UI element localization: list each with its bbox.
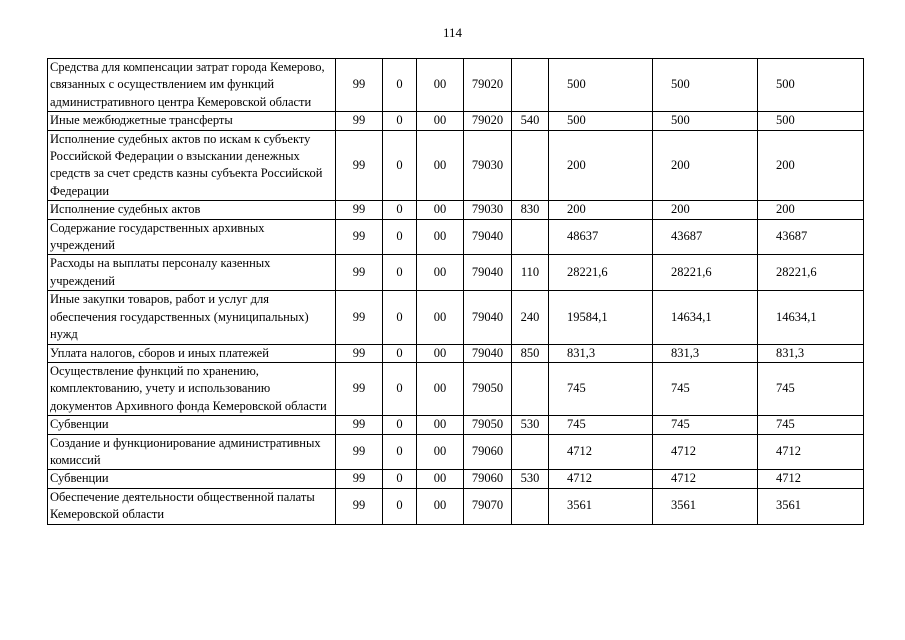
expense-name-cell: Иные закупки товаров, работ и услуг для обеспечения государственных (муниципальных) нужд bbox=[48, 291, 336, 344]
expense-type-cell bbox=[512, 130, 549, 201]
amount-year-1-cell: 4712 bbox=[549, 434, 653, 470]
direction-code-cell: 00 bbox=[417, 488, 464, 524]
amount-year-3-cell: 4712 bbox=[758, 470, 864, 488]
program-code-cell: 99 bbox=[336, 470, 383, 488]
amount-year-3-cell: 28221,6 bbox=[758, 255, 864, 291]
table-row bbox=[48, 362, 864, 415]
subprogram-code-cell: 0 bbox=[383, 130, 417, 201]
amount-year-3-cell: 831,3 bbox=[758, 344, 864, 362]
expense-name-cell: Содержание государственных архивных учреждений bbox=[48, 219, 336, 255]
amount-year-2-cell: 200 bbox=[653, 130, 758, 201]
expense-code-cell: 79040 bbox=[464, 344, 512, 362]
amount-year-2-cell: 500 bbox=[653, 112, 758, 130]
direction-code-cell: 00 bbox=[417, 255, 464, 291]
expense-type-cell bbox=[512, 488, 549, 524]
expense-code-cell: 79040 bbox=[464, 219, 512, 255]
direction-code-cell: 00 bbox=[417, 434, 464, 470]
expense-name-cell: Средства для компенсации затрат города Кемерово, связанных с осуществлением им функций административного центра Кемеровской области bbox=[48, 59, 336, 112]
program-code-cell: 99 bbox=[336, 255, 383, 291]
table-row bbox=[48, 59, 864, 112]
expense-code-cell: 79040 bbox=[464, 255, 512, 291]
table-row bbox=[48, 470, 864, 488]
amount-year-2-cell: 14634,1 bbox=[653, 291, 758, 344]
direction-code-cell: 00 bbox=[417, 59, 464, 112]
expense-type-cell: 530 bbox=[512, 470, 549, 488]
expense-type-cell: 530 bbox=[512, 416, 549, 434]
table-row bbox=[48, 344, 864, 362]
program-code-cell: 99 bbox=[336, 219, 383, 255]
direction-code-cell: 00 bbox=[417, 362, 464, 415]
direction-code-cell: 00 bbox=[417, 219, 464, 255]
program-code-cell: 99 bbox=[336, 130, 383, 201]
amount-year-2-cell: 4712 bbox=[653, 470, 758, 488]
amount-year-3-cell: 745 bbox=[758, 362, 864, 415]
program-code-cell: 99 bbox=[336, 362, 383, 415]
amount-year-1-cell: 831,3 bbox=[549, 344, 653, 362]
expense-type-cell bbox=[512, 219, 549, 255]
amount-year-1-cell: 3561 bbox=[549, 488, 653, 524]
program-code-cell: 99 bbox=[336, 344, 383, 362]
program-code-cell: 99 bbox=[336, 416, 383, 434]
subprogram-code-cell: 0 bbox=[383, 362, 417, 415]
expense-type-cell: 850 bbox=[512, 344, 549, 362]
direction-code-cell: 00 bbox=[417, 201, 464, 219]
subprogram-code-cell: 0 bbox=[383, 219, 417, 255]
table-row bbox=[48, 291, 864, 344]
expense-code-cell: 79030 bbox=[464, 201, 512, 219]
expense-type-cell bbox=[512, 434, 549, 470]
expense-code-cell: 79030 bbox=[464, 130, 512, 201]
amount-year-3-cell: 3561 bbox=[758, 488, 864, 524]
subprogram-code-cell: 0 bbox=[383, 488, 417, 524]
amount-year-1-cell: 19584,1 bbox=[549, 291, 653, 344]
expense-code-cell: 79020 bbox=[464, 59, 512, 112]
subprogram-code-cell: 0 bbox=[383, 344, 417, 362]
amount-year-2-cell: 200 bbox=[653, 201, 758, 219]
amount-year-2-cell: 500 bbox=[653, 59, 758, 112]
amount-year-3-cell: 14634,1 bbox=[758, 291, 864, 344]
amount-year-3-cell: 200 bbox=[758, 130, 864, 201]
amount-year-1-cell: 4712 bbox=[549, 470, 653, 488]
direction-code-cell: 00 bbox=[417, 416, 464, 434]
amount-year-2-cell: 28221,6 bbox=[653, 255, 758, 291]
subprogram-code-cell: 0 bbox=[383, 291, 417, 344]
expense-code-cell: 79050 bbox=[464, 362, 512, 415]
program-code-cell: 99 bbox=[336, 291, 383, 344]
direction-code-cell: 00 bbox=[417, 130, 464, 201]
subprogram-code-cell: 0 bbox=[383, 59, 417, 112]
expense-name-cell: Обеспечение деятельности общественной палаты Кемеровской области bbox=[48, 488, 336, 524]
amount-year-3-cell: 4712 bbox=[758, 434, 864, 470]
table-row bbox=[48, 255, 864, 291]
expense-name-cell: Создание и функционирование административных комиссий bbox=[48, 434, 336, 470]
table-row bbox=[48, 112, 864, 130]
table-row bbox=[48, 130, 864, 201]
expense-code-cell: 79060 bbox=[464, 434, 512, 470]
program-code-cell: 99 bbox=[336, 434, 383, 470]
program-code-cell: 99 bbox=[336, 112, 383, 130]
amount-year-1-cell: 200 bbox=[549, 201, 653, 219]
table-row bbox=[48, 219, 864, 255]
table-row bbox=[48, 488, 864, 524]
expense-code-cell: 79070 bbox=[464, 488, 512, 524]
amount-year-3-cell: 500 bbox=[758, 59, 864, 112]
amount-year-3-cell: 200 bbox=[758, 201, 864, 219]
amount-year-1-cell: 745 bbox=[549, 362, 653, 415]
amount-year-2-cell: 3561 bbox=[653, 488, 758, 524]
direction-code-cell: 00 bbox=[417, 112, 464, 130]
amount-year-2-cell: 4712 bbox=[653, 434, 758, 470]
subprogram-code-cell: 0 bbox=[383, 255, 417, 291]
program-code-cell: 99 bbox=[336, 59, 383, 112]
program-code-cell: 99 bbox=[336, 488, 383, 524]
amount-year-3-cell: 43687 bbox=[758, 219, 864, 255]
direction-code-cell: 00 bbox=[417, 470, 464, 488]
amount-year-1-cell: 745 bbox=[549, 416, 653, 434]
expense-code-cell: 79050 bbox=[464, 416, 512, 434]
expense-type-cell bbox=[512, 362, 549, 415]
expense-code-cell: 79060 bbox=[464, 470, 512, 488]
subprogram-code-cell: 0 bbox=[383, 470, 417, 488]
expense-name-cell: Уплата налогов, сборов и иных платежей bbox=[48, 344, 336, 362]
direction-code-cell: 00 bbox=[417, 291, 464, 344]
amount-year-3-cell: 500 bbox=[758, 112, 864, 130]
amount-year-2-cell: 745 bbox=[653, 416, 758, 434]
table-row bbox=[48, 416, 864, 434]
expense-name-cell: Исполнение судебных актов bbox=[48, 201, 336, 219]
expense-name-cell: Осуществление функций по хранению, комплектованию, учету и использованию документов Архивного фонда Кемеровской области bbox=[48, 362, 336, 415]
expense-type-cell: 830 bbox=[512, 201, 549, 219]
expense-code-cell: 79040 bbox=[464, 291, 512, 344]
expense-type-cell: 540 bbox=[512, 112, 549, 130]
expense-name-cell: Расходы на выплаты персоналу казенных учреждений bbox=[48, 255, 336, 291]
amount-year-3-cell: 745 bbox=[758, 416, 864, 434]
budget-table bbox=[47, 58, 864, 525]
expense-type-cell: 240 bbox=[512, 291, 549, 344]
expense-name-cell: Исполнение судебных актов по искам к субъекту Российской Федерации о взыскании денежных средств за счет средств казны субъекта Российской Федерации bbox=[48, 130, 336, 201]
amount-year-1-cell: 48637 bbox=[549, 219, 653, 255]
expense-name-cell: Субвенции bbox=[48, 470, 336, 488]
amount-year-1-cell: 28221,6 bbox=[549, 255, 653, 291]
table-row bbox=[48, 434, 864, 470]
expense-name-cell: Субвенции bbox=[48, 416, 336, 434]
program-code-cell: 99 bbox=[336, 201, 383, 219]
expense-code-cell: 79020 bbox=[464, 112, 512, 130]
expense-type-cell: 110 bbox=[512, 255, 549, 291]
amount-year-1-cell: 200 bbox=[549, 130, 653, 201]
amount-year-2-cell: 43687 bbox=[653, 219, 758, 255]
page-number: 114 bbox=[442, 25, 463, 40]
subprogram-code-cell: 0 bbox=[383, 416, 417, 434]
table-body bbox=[48, 59, 864, 525]
subprogram-code-cell: 0 bbox=[383, 201, 417, 219]
direction-code-cell: 00 bbox=[417, 344, 464, 362]
amount-year-1-cell: 500 bbox=[549, 59, 653, 112]
expense-type-cell bbox=[512, 59, 549, 112]
amount-year-1-cell: 500 bbox=[549, 112, 653, 130]
subprogram-code-cell: 0 bbox=[383, 112, 417, 130]
expense-name-cell: Иные межбюджетные трансферты bbox=[48, 112, 336, 130]
amount-year-2-cell: 831,3 bbox=[653, 344, 758, 362]
amount-year-2-cell: 745 bbox=[653, 362, 758, 415]
subprogram-code-cell: 0 bbox=[383, 434, 417, 470]
table-row bbox=[48, 201, 864, 219]
